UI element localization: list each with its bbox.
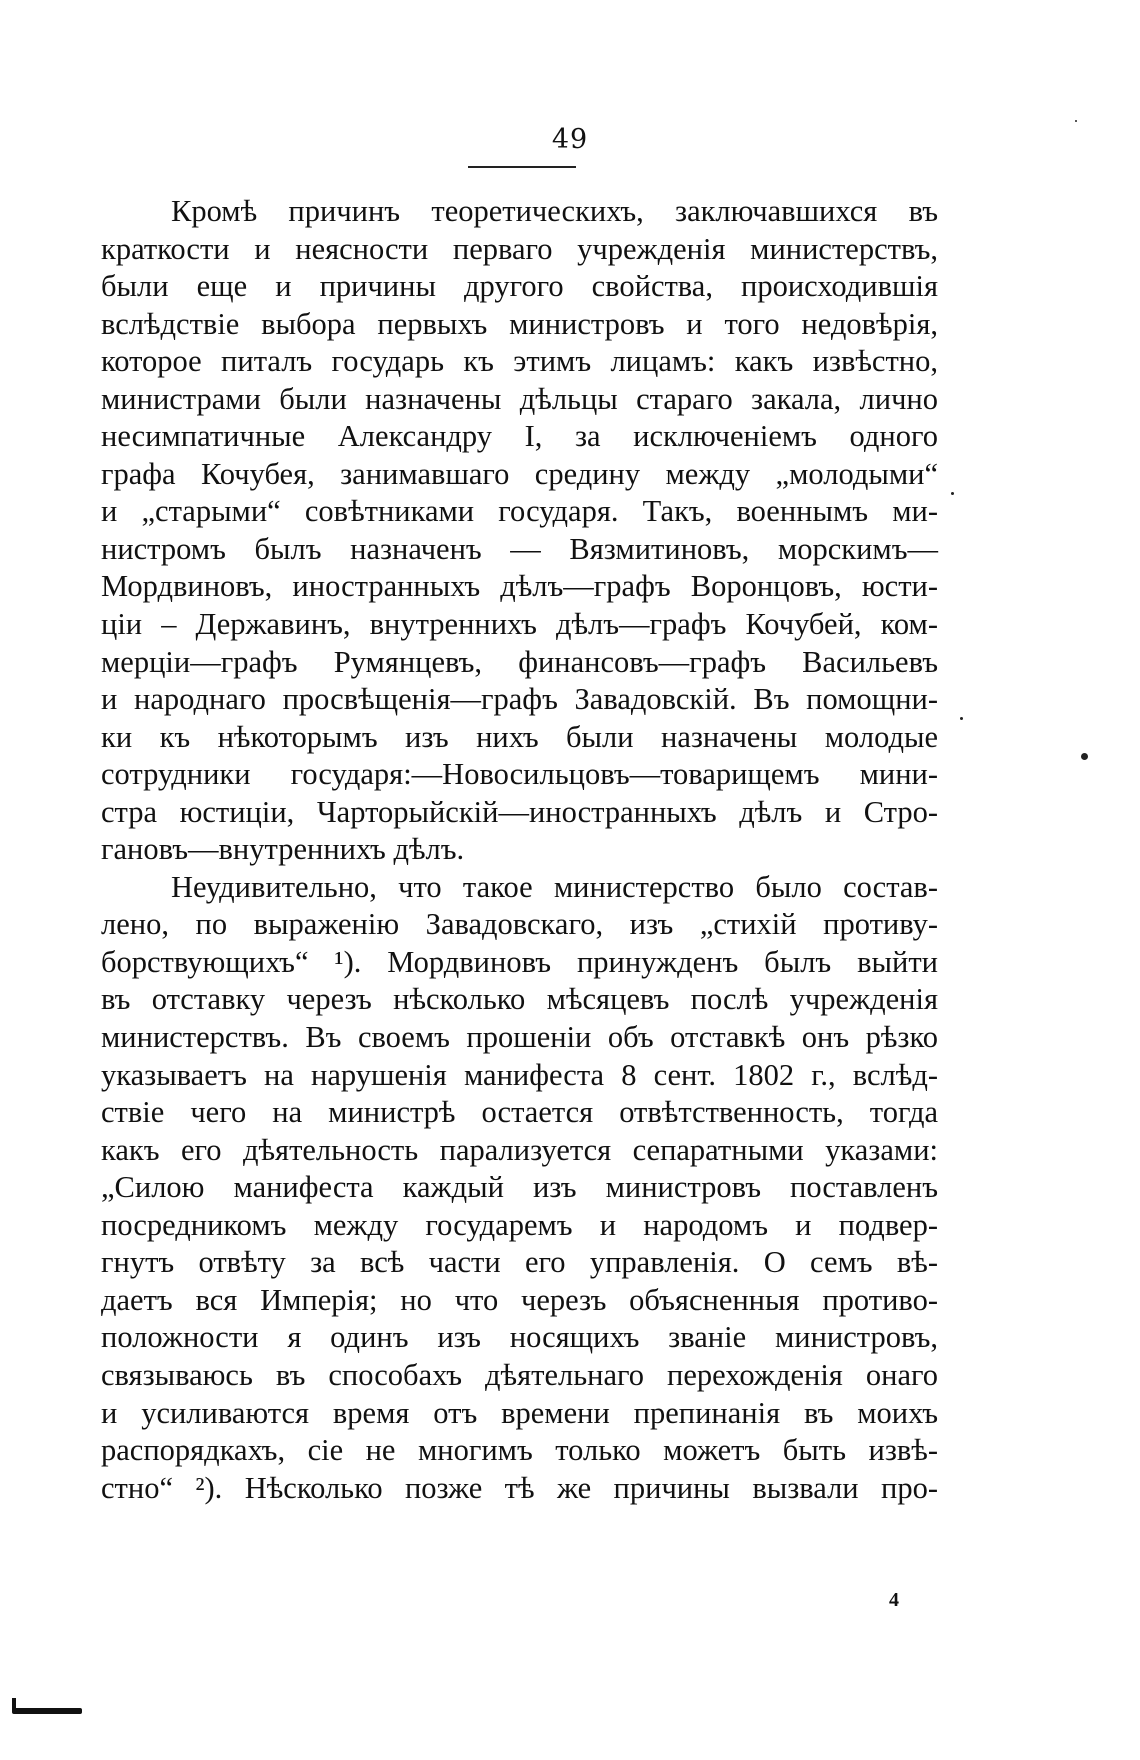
text-line: Мордвиновъ, иностранныхъ дѣлъ—графъ Воронцовъ, юсти- <box>101 569 938 604</box>
scan-speck <box>960 717 963 720</box>
text-line: Кромѣ причинъ теоретическихъ, заключавшихся въ <box>171 194 938 228</box>
text-line: „Силою манифеста каждый изъ министровъ поставленъ <box>101 1170 938 1205</box>
text-line: гановъ—внутреннихъ дѣлъ. <box>101 832 465 867</box>
body-text <box>101 193 938 1507</box>
text-line: въ отставку черезъ нѣсколько мѣсяцевъ послѣ учрежденія <box>101 982 938 1017</box>
text-line: министрами были назначены дѣльцы стараго закала, лично <box>101 381 938 416</box>
scan-speck <box>1075 120 1077 122</box>
text-line: ки къ нѣкоторымъ изъ нихъ были назначены молодые <box>101 719 938 754</box>
text-line: графа Кочубея, занимавшаго средину между „молодыми“ <box>101 456 938 491</box>
text-line: положности я одинъ изъ носящихъ званіе министровъ, <box>101 1320 938 1355</box>
text-line: и усиливаются время отъ времени препинанія въ моихъ <box>101 1395 938 1430</box>
page-number: 49 <box>551 124 589 155</box>
text-line: и народнаго просвѣщенія—графъ Завадовскій. Въ помощни- <box>101 682 938 717</box>
text-line: указываетъ на нарушенія манифеста 8 сент. 1802 г., вслѣд- <box>101 1057 938 1092</box>
text-line: сотрудники государя:—Новосильцовъ—товарищемъ мини- <box>101 757 938 792</box>
text-line: Неудивительно, что такое министерство было состав- <box>171 869 938 904</box>
text-line: ціи – Державинъ, внутреннихъ дѣлъ—графъ Кочубей, ком- <box>101 607 938 642</box>
text-line: и „старыми“ совѣтниками государя. Такъ, военнымъ ми- <box>101 494 938 529</box>
text-line: связываюсь въ способахъ дѣятельнаго перехожденія онаго <box>101 1357 938 1392</box>
text-line: которое питалъ государь къ этимъ лицамъ: какъ извѣстно, <box>101 344 938 379</box>
text-line: посредникомъ между государемъ и народомъ и подвер- <box>101 1207 938 1242</box>
paragraph-2 <box>101 869 938 1507</box>
text-line: несимпатичные Александру I, за исключеніемъ одного <box>101 419 938 454</box>
text-line: вслѣдствіе выбора первыхъ министровъ и того недовѣрія, <box>101 306 938 341</box>
text-line: мерціи—графъ Румянцевъ, финансовъ—графъ Васильевъ <box>101 644 938 679</box>
text-line: распорядкахъ, сіе не многимъ только можетъ быть извѣ- <box>101 1433 938 1468</box>
signature-mark: 4 <box>889 1589 899 1611</box>
text-line: борствующихъ“ ¹). Мордвиновъ принужденъ былъ выйти <box>101 944 938 979</box>
paragraph-1 <box>101 193 938 869</box>
page-number-rule <box>468 166 576 168</box>
text-line: какъ его дѣятельность парализуется сепаратными указами: <box>101 1132 938 1167</box>
text-line: краткости и неясности перваго учрежденія министерствъ, <box>101 231 938 266</box>
scan-speck <box>951 492 954 495</box>
scan-artifact-mark <box>12 1708 82 1714</box>
text-line: гнутъ отвѣту за всѣ части его управленія. О семъ вѣ- <box>101 1245 938 1280</box>
text-line: лено, по выраженію Завадовскаго, изъ „стихій противу- <box>101 907 938 942</box>
text-line: ствіе чего на министрѣ остается отвѣтственность, тогда <box>101 1095 938 1130</box>
text-line: были еще и причины другого свойства, происходившія <box>101 269 938 304</box>
scan-speck <box>1081 753 1088 760</box>
scan-artifact-tail <box>12 1698 16 1712</box>
text-line: министерствъ. Въ своемъ прошеніи объ отставкѣ онъ рѣзко <box>101 1020 938 1055</box>
text-line: даетъ вся Имперія; но что черезъ объясненныя противо- <box>101 1282 938 1317</box>
text-line: нистромъ былъ назначенъ — Вязмитиновъ, морскимъ— <box>101 531 938 566</box>
text-line: стно“ ²). Нѣсколько позже тѣ же причины вызвали про- <box>101 1470 938 1505</box>
text-line: стра юстиціи, Чарторыйскій—иностранныхъ дѣлъ и Стро- <box>101 794 938 829</box>
